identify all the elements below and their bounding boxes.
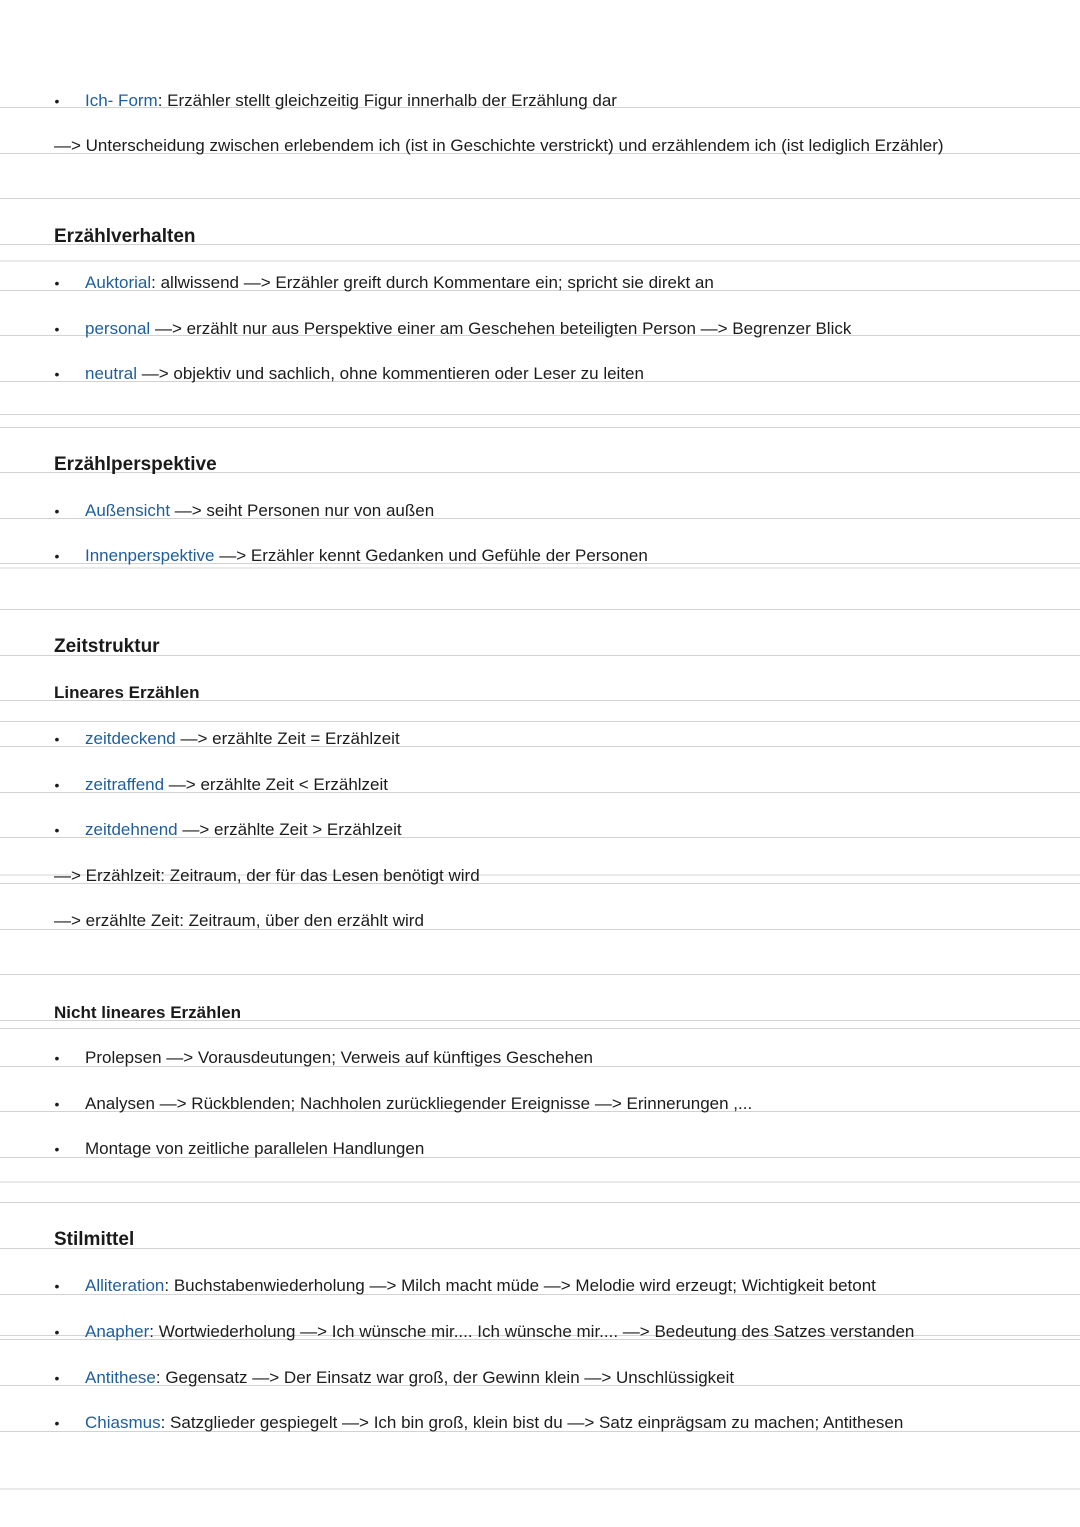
term: Innenperspektive: [85, 546, 215, 565]
list-item: [0, 269, 1080, 297]
ruled-line: [0, 609, 1080, 610]
bullet: •: [54, 1415, 60, 1431]
bullet: •: [54, 503, 60, 519]
term: zeitdeckend: [85, 729, 176, 748]
note-text: —> erzählte Zeit: Zeitraum, über den erzählt wird: [54, 911, 424, 930]
section-heading: Stilmittel: [54, 1229, 135, 1250]
list-item-content: [85, 497, 434, 525]
term: neutral: [85, 364, 137, 383]
definition: : Wortwiederholung —> Ich wünsche mir.... Ich wünsche mir.... —> Bedeutung des Satzes verstanden: [149, 1322, 915, 1341]
list-item-content: [85, 816, 402, 844]
term: personal: [85, 319, 151, 338]
term: Antithese: [85, 1368, 156, 1387]
ruled-line: [0, 974, 1080, 975]
list-item-content: [85, 725, 400, 753]
note-text: —> Unterscheidung zwischen erlebendem ich (ist in Geschichte verstrickt) und erzählendem ich (ist lediglich Erzähler): [54, 136, 944, 155]
subsection-heading: Lineares Erzählen: [54, 683, 200, 702]
term: Anapher: [85, 1322, 150, 1341]
list-item-content: [85, 771, 388, 799]
ruled-line: [0, 427, 1080, 428]
bullet: •: [54, 1370, 60, 1386]
list-item: [0, 1409, 1080, 1437]
ruled-line: [0, 198, 1080, 199]
bullet: •: [54, 822, 60, 838]
bullet: •: [54, 93, 60, 109]
bullet: •: [54, 1324, 60, 1340]
definition: : Gegensatz —> Der Einsatz war groß, der Gewinn klein —> Unschlüssigkeit: [155, 1368, 735, 1387]
definition: : Buchstabenwiederholung —> Milch macht müde —> Melodie wird erzeugt; Wichtigkeit betont: [164, 1276, 876, 1295]
bullet: •: [54, 366, 60, 382]
list-item-content: [85, 315, 851, 343]
note-line: [0, 862, 1080, 890]
definition: —> Erzähler kennt Gedanken und Gefühle der Personen: [214, 546, 648, 565]
note-text: —> Erzählzeit: Zeitraum, der für das Lesen benötigt wird: [54, 866, 480, 885]
bullet: •: [54, 321, 60, 337]
list-item-content: [85, 269, 714, 297]
bullet: •: [54, 1050, 60, 1066]
bullet: •: [54, 548, 60, 564]
bullet: •: [54, 777, 60, 793]
list-item-content: Analysen —> Rückblenden; Nachholen zurückliegender Ereignisse —> Erinnerungen ,...: [85, 1094, 753, 1113]
list-item: [0, 87, 1080, 115]
section-heading: Zeitstruktur: [54, 636, 160, 657]
list-item-content: Montage von zeitliche parallelen Handlungen: [85, 1139, 425, 1158]
list-item-content: [85, 87, 617, 115]
definition: : Satzglieder gespiegelt —> Ich bin groß, klein bist du —> Satz einprägsam zu machen; Antithesen: [160, 1413, 904, 1432]
list-item: [0, 1364, 1080, 1392]
list-item-content: [85, 542, 648, 570]
bullet: •: [54, 1278, 60, 1294]
list-item: [0, 771, 1080, 799]
definition: —> erzählte Zeit < Erzählzeit: [164, 775, 389, 794]
list-item-content: [85, 1409, 903, 1437]
list-item: [0, 1135, 1080, 1163]
definition: —> erzählte Zeit > Erzählzeit: [177, 820, 402, 839]
bullet: •: [54, 275, 60, 291]
definition: —> erzählt nur aus Perspektive einer am Geschehen beteiligten Person —> Begrenzer Blick: [150, 319, 852, 338]
term: Außensicht: [85, 501, 171, 520]
list-item: [0, 1044, 1080, 1072]
list-item: [0, 1318, 1080, 1346]
bullet: •: [54, 1141, 60, 1157]
term: Auktorial: [85, 273, 152, 292]
term: Chiasmus: [85, 1413, 161, 1432]
list-item: [0, 1090, 1080, 1118]
ruled-line: [0, 1202, 1080, 1203]
list-item: [0, 1272, 1080, 1300]
term: zeitraffend: [85, 775, 165, 794]
bullet: •: [54, 1096, 60, 1112]
definition: —> objektiv und sachlich, ohne kommentieren oder Leser zu leiten: [136, 364, 644, 383]
list-item: [0, 360, 1080, 388]
definition: —> erzählte Zeit = Erzählzeit: [175, 729, 400, 748]
term: Alliteration: [85, 1276, 165, 1295]
note-line: [0, 132, 1080, 160]
list-item: [0, 497, 1080, 525]
term: Ich- Form: [85, 91, 158, 110]
list-item-content: [85, 360, 644, 388]
definition: : Erzähler stellt gleichzeitig Figur innerhalb der Erzählung dar: [157, 91, 617, 110]
list-item-content: [85, 1318, 914, 1346]
list-item: [0, 542, 1080, 570]
list-item-content: [85, 1272, 876, 1300]
term: zeitdehnend: [85, 820, 178, 839]
list-item: [0, 816, 1080, 844]
definition: —> seiht Personen nur von außen: [170, 501, 435, 520]
list-item: [0, 315, 1080, 343]
section-heading: Erzählverhalten: [54, 226, 196, 247]
section-heading: Erzählperspektive: [54, 454, 217, 475]
bullet: •: [54, 731, 60, 747]
ruled-line: [0, 1248, 1080, 1249]
list-item-content: Prolepsen —> Vorausdeutungen; Verweis auf künftiges Geschehen: [85, 1048, 593, 1067]
note-line: [0, 907, 1080, 935]
subsection-heading: Nicht lineares Erzählen: [54, 1003, 242, 1022]
list-item-content: [85, 1364, 734, 1392]
list-item: [0, 725, 1080, 753]
ruled-line: [0, 655, 1080, 656]
definition: : allwissend —> Erzähler greift durch Kommentare ein; spricht sie direkt an: [151, 273, 714, 292]
